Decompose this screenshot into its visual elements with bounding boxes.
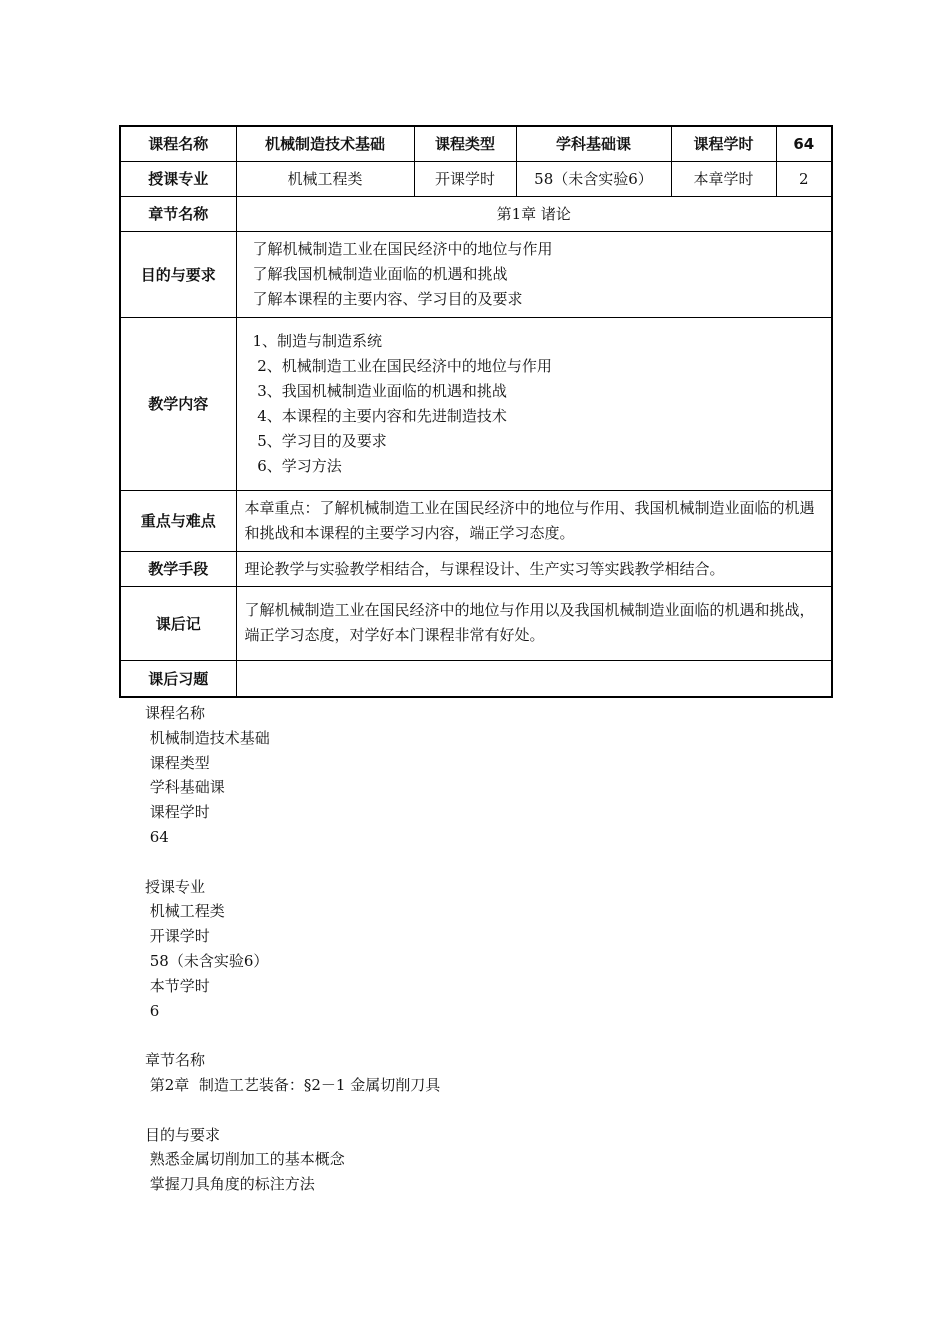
content-item: 3、我国机械制造业面临的机遇和挑战 bbox=[252, 381, 507, 400]
course-plan-table bbox=[119, 125, 833, 698]
notes-cell bbox=[236, 586, 832, 660]
goal-item: 了解机械制造工业在国民经济中的地位与作用 bbox=[252, 239, 553, 258]
course-name: 机械制造技术基础 bbox=[236, 126, 414, 161]
text-line: 课程名称 bbox=[145, 704, 206, 722]
course-hours-label: 课程学时 bbox=[671, 126, 776, 161]
key-text: 本章重点：了解机械制造工业在国民经济中的地位与作用、我国机械制造业面临的机遇和挑战和本课程的主要学习内容，端正学习态度。 bbox=[244, 498, 815, 542]
text-line: 58（未含实验6） bbox=[145, 951, 269, 970]
table-row-goals bbox=[120, 231, 832, 317]
means-label: 教学手段 bbox=[120, 551, 236, 586]
major-label: 授课专业 bbox=[120, 161, 236, 196]
goals-cell bbox=[236, 231, 832, 317]
goals-label: 目的与要求 bbox=[120, 231, 236, 317]
table-row-chapter bbox=[120, 196, 832, 231]
content-item: 4、本课程的主要内容和先进制造技术 bbox=[252, 406, 507, 425]
key-label: 重点与难点 bbox=[120, 490, 236, 551]
text-line: 章节名称 bbox=[145, 1051, 206, 1070]
course-type-label: 课程类型 bbox=[414, 126, 516, 161]
text-line: 掌握刀具角度的标注方法 bbox=[145, 1175, 315, 1194]
exercises-text bbox=[236, 660, 832, 697]
content-item: 6、学习方法 bbox=[252, 456, 342, 475]
content-item: 1、制造与制造系统 bbox=[252, 331, 383, 350]
text-line: 熟悉金属切削加工的基本概念 bbox=[145, 1150, 345, 1169]
text-line: 本节学时 bbox=[145, 976, 210, 995]
table-row-content bbox=[120, 317, 832, 490]
text-line: 第2章 制造工艺装备：§2－1 金属切削刀具 bbox=[145, 1075, 441, 1094]
text-line: 开课学时 bbox=[145, 927, 210, 946]
key-points bbox=[236, 490, 832, 551]
table-row-key bbox=[120, 490, 832, 551]
table-row-major bbox=[120, 161, 832, 196]
course-hours: 64 bbox=[776, 126, 832, 161]
goal-item: 了解我国机械制造业面临的机遇和挑战 bbox=[252, 264, 508, 283]
exercises-label: 课后习题 bbox=[120, 660, 236, 697]
chapter-hours: 2 bbox=[776, 161, 832, 196]
major: 机械工程类 bbox=[236, 161, 414, 196]
table-row-course bbox=[120, 126, 832, 161]
content-cell bbox=[236, 317, 832, 490]
text-line bbox=[145, 1023, 845, 1048]
text-line: 目的与要求 bbox=[145, 1125, 221, 1144]
text-line: 课程学时 bbox=[145, 803, 210, 822]
class-hours: 58（未含实验6） bbox=[516, 161, 671, 196]
trailing-text bbox=[145, 701, 845, 1197]
text-line: 6 bbox=[145, 1001, 160, 1020]
means-text: 理论教学与实验教学相结合，与课程设计、生产实习等实践教学相结合。 bbox=[236, 551, 832, 586]
text-line: 授课专业 bbox=[145, 877, 206, 896]
chapter-label: 章节名称 bbox=[120, 196, 236, 231]
chapter-title: 第1章 诸论 bbox=[236, 196, 832, 231]
text-line: 64 bbox=[145, 827, 169, 846]
class-hours-label: 开课学时 bbox=[414, 161, 516, 196]
text-line: 学科基础课 bbox=[145, 778, 225, 797]
goal-item: 了解本课程的主要内容、学习目的及要求 bbox=[252, 289, 523, 308]
course-name-label: 课程名称 bbox=[120, 126, 236, 161]
course-type: 学科基础课 bbox=[516, 126, 671, 161]
content-label: 教学内容 bbox=[120, 317, 236, 490]
notes-label: 课后记 bbox=[120, 586, 236, 660]
text-line: 课程类型 bbox=[145, 753, 210, 772]
table-row-notes bbox=[120, 586, 832, 660]
text-line: 机械制造技术基础 bbox=[145, 728, 270, 747]
text-line bbox=[145, 1098, 845, 1123]
chapter-hours-label: 本章学时 bbox=[671, 161, 776, 196]
text-line: 机械工程类 bbox=[145, 902, 225, 921]
text-line bbox=[145, 850, 845, 875]
content-item: 5、学习目的及要求 bbox=[252, 431, 387, 450]
content-item: 2、机械制造工业在国民经济中的地位与作用 bbox=[252, 356, 552, 375]
table-row-exercises bbox=[120, 660, 832, 697]
table-row-means bbox=[120, 551, 832, 586]
notes-text: 了解机械制造工业在国民经济中的地位与作用以及我国机械制造业面临的机遇和挑战，端正学习态度，对学好本门课程非常有好处。 bbox=[244, 601, 815, 644]
